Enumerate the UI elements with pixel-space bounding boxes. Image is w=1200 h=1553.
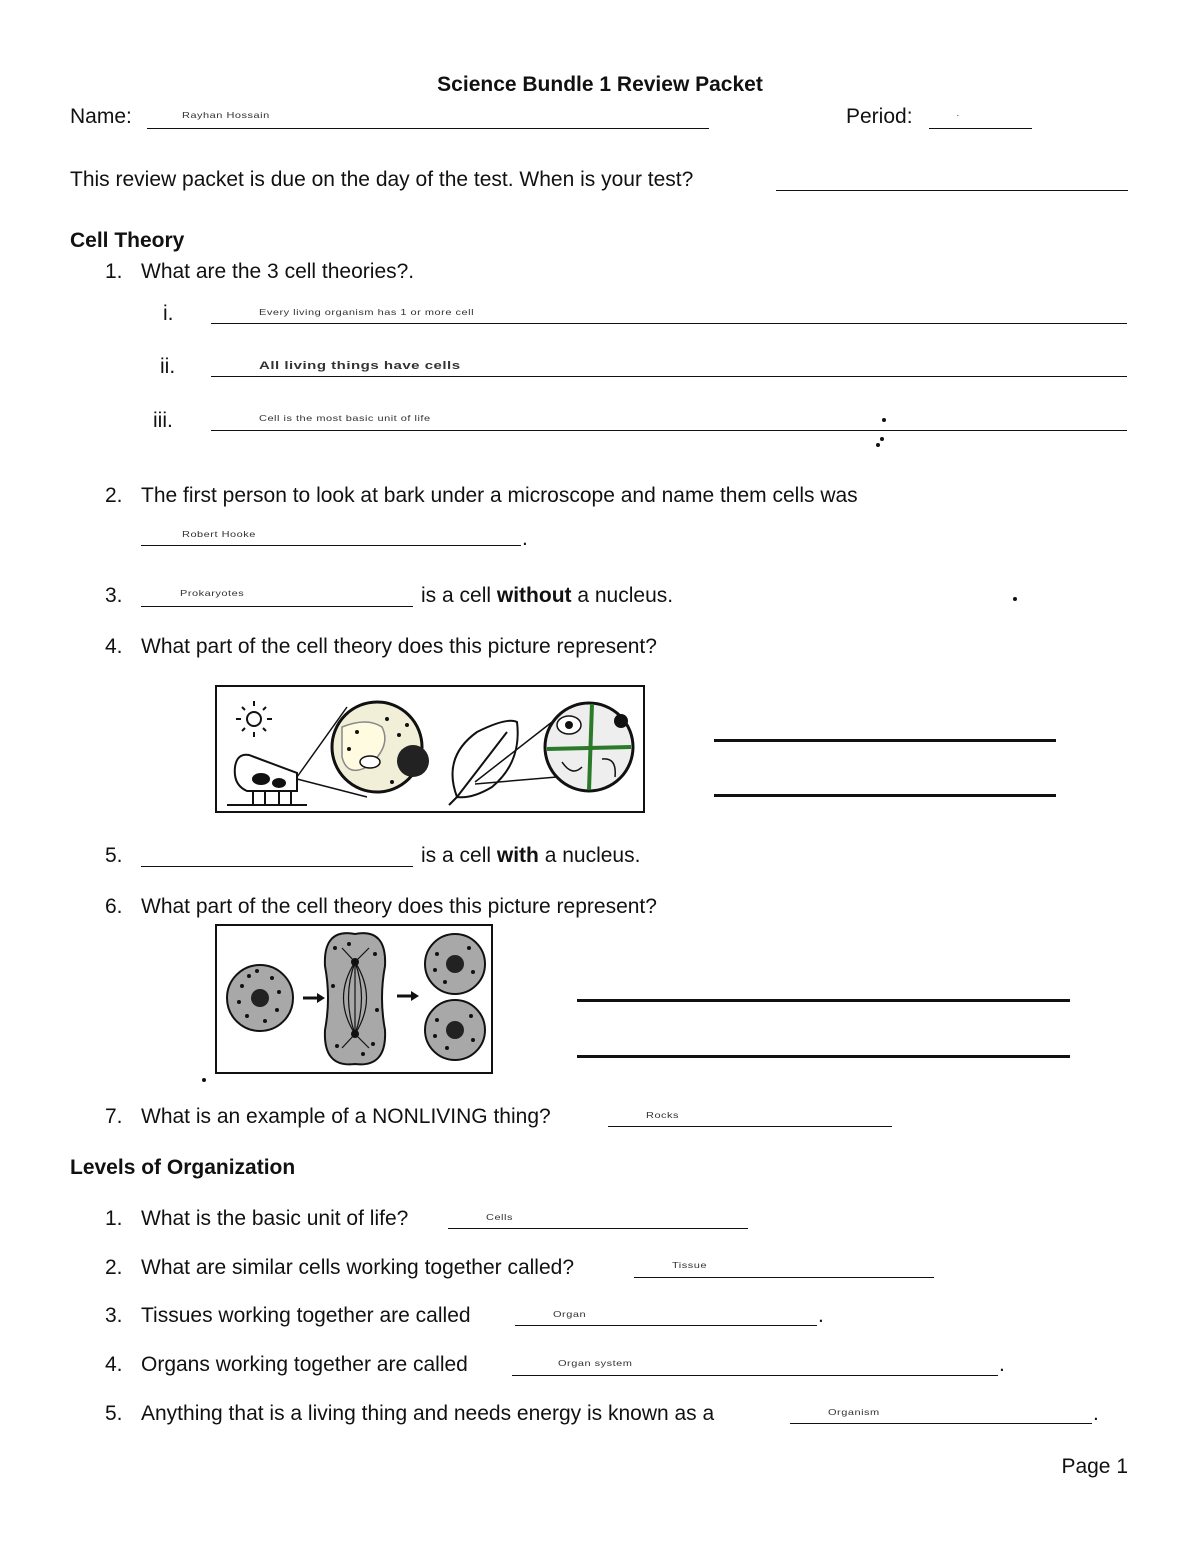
levels-q3-field[interactable]	[515, 1325, 817, 1326]
levels-q3-number: 3.	[105, 1304, 123, 1327]
stray-mark	[876, 443, 880, 447]
levels-q4-number: 4.	[105, 1353, 123, 1376]
q1-text: What are the 3 cell theories?.	[141, 260, 415, 283]
plant-animal-cells-illustration	[217, 687, 643, 811]
q1-item-ii-number: ii.	[160, 355, 176, 378]
q4-answer-line-1[interactable]	[714, 739, 1056, 742]
q5-number: 5.	[105, 844, 123, 867]
period-field[interactable]	[929, 128, 1032, 129]
q3-bold-word: without	[496, 584, 572, 607]
due-text: This review packet is due on the day of the test. When is your test?	[70, 168, 694, 191]
q4-number: 4.	[105, 635, 123, 658]
animal-cell-icon	[332, 702, 429, 792]
stray-mark	[880, 437, 884, 441]
levels-q2-text: What are similar cells working together called?	[141, 1256, 575, 1279]
q1-item-i-answer: Every living organism has 1 or more cell	[259, 308, 475, 317]
q3-number: 3.	[105, 584, 123, 607]
name-value: Rayhan Hossain	[182, 111, 270, 120]
q7-text: What is an example of a NONLIVING thing?	[141, 1105, 551, 1128]
levels-q4-field[interactable]	[512, 1375, 998, 1376]
test-date-field[interactable]	[776, 190, 1128, 191]
levels-q3-text: Tissues working together are called	[141, 1304, 471, 1327]
arrow-icon	[303, 993, 325, 1003]
q5-text-a: is a cell	[421, 844, 492, 867]
levels-q2-field[interactable]	[634, 1277, 934, 1278]
daughter-cell-icon	[425, 934, 485, 994]
q1-item-ii-field[interactable]	[211, 376, 1127, 377]
levels-q2-answer: Tissue	[672, 1261, 707, 1270]
q3-text	[421, 584, 673, 608]
name-field[interactable]	[147, 128, 709, 129]
q3-field[interactable]	[141, 606, 413, 607]
q5-text	[421, 844, 640, 868]
cell-division-figure	[215, 924, 493, 1074]
levels-q5-period: .	[1093, 1402, 1099, 1425]
q1-item-iii-answer: Cell is the most basic unit of life	[259, 414, 431, 423]
q7-field[interactable]	[608, 1126, 892, 1127]
q2-answer: Robert Hooke	[182, 530, 256, 539]
levels-q3-period: .	[818, 1304, 824, 1327]
q7-number: 7.	[105, 1105, 123, 1128]
q3-answer: Prokaryotes	[180, 589, 245, 598]
levels-q5-number: 5.	[105, 1402, 123, 1425]
daughter-cell-icon	[425, 1000, 485, 1060]
q3-text-a: is a cell	[421, 584, 492, 607]
section-heading-levels: Levels of Organization	[70, 1156, 296, 1179]
levels-q4-text: Organs working together are called	[141, 1353, 468, 1376]
levels-q1-number: 1.	[105, 1207, 123, 1230]
q2-text: The first person to look at bark under a microscope and name them cells was	[141, 484, 858, 507]
period-label: Period:	[846, 105, 913, 128]
q5-bold-word: with	[496, 844, 539, 867]
q6-text: What part of the cell theory does this picture represent?	[141, 895, 657, 918]
levels-q1-text: What is the basic unit of life?	[141, 1207, 409, 1230]
stray-mark	[1013, 597, 1017, 601]
q4-text: What part of the cell theory does this picture represent?	[141, 635, 657, 658]
page-number: Page 1	[1061, 1455, 1128, 1478]
q7-answer: Rocks	[646, 1111, 680, 1120]
sun-icon	[236, 701, 272, 737]
levels-q2-number: 2.	[105, 1256, 123, 1279]
cell-division-illustration	[217, 926, 491, 1072]
q1-item-iii-field[interactable]	[211, 430, 1127, 431]
q1-item-i-number: i.	[163, 302, 174, 325]
stray-mark	[882, 418, 886, 422]
levels-q5-answer: Organism	[828, 1408, 880, 1417]
levels-q4-answer: Organ system	[558, 1359, 633, 1368]
q1-item-i-field[interactable]	[211, 323, 1127, 324]
q3-text-b: a nucleus.	[577, 584, 674, 607]
q6-number: 6.	[105, 895, 123, 918]
plant-cell-icon	[545, 703, 633, 791]
levels-q3-answer: Organ	[553, 1310, 587, 1319]
q4-answer-line-2[interactable]	[714, 794, 1056, 797]
q2-field[interactable]	[141, 545, 521, 546]
q2-number: 2.	[105, 484, 123, 507]
name-label: Name:	[70, 105, 132, 128]
q5-field[interactable]	[141, 866, 413, 867]
arrow-icon	[397, 991, 419, 1001]
stray-mark	[202, 1078, 206, 1082]
q6-answer-line-1[interactable]	[577, 999, 1070, 1002]
q6-answer-line-2[interactable]	[577, 1055, 1070, 1058]
levels-q5-field[interactable]	[790, 1423, 1092, 1424]
levels-q1-answer: Cells	[486, 1213, 513, 1222]
q1-item-ii-answer: All living things have cells	[259, 359, 461, 372]
period-value: ·	[956, 111, 961, 120]
q1-item-iii-number: iii.	[153, 409, 173, 432]
cell-figure-plant-animal	[215, 685, 645, 813]
q1-number: 1.	[105, 260, 123, 283]
q2-period: .	[522, 527, 528, 550]
leaf-icon	[449, 721, 518, 805]
levels-q4-period: .	[999, 1353, 1005, 1376]
levels-q1-field[interactable]	[448, 1228, 748, 1229]
cow-icon	[227, 755, 307, 805]
parent-cell-icon	[227, 965, 293, 1031]
dividing-cell-icon	[325, 933, 385, 1064]
section-heading-cell-theory: Cell Theory	[70, 229, 185, 252]
levels-q5-text: Anything that is a living thing and needs energy is known as a	[141, 1402, 715, 1425]
page-title: Science Bundle 1 Review Packet	[437, 73, 763, 96]
q5-text-b: a nucleus.	[544, 844, 641, 867]
